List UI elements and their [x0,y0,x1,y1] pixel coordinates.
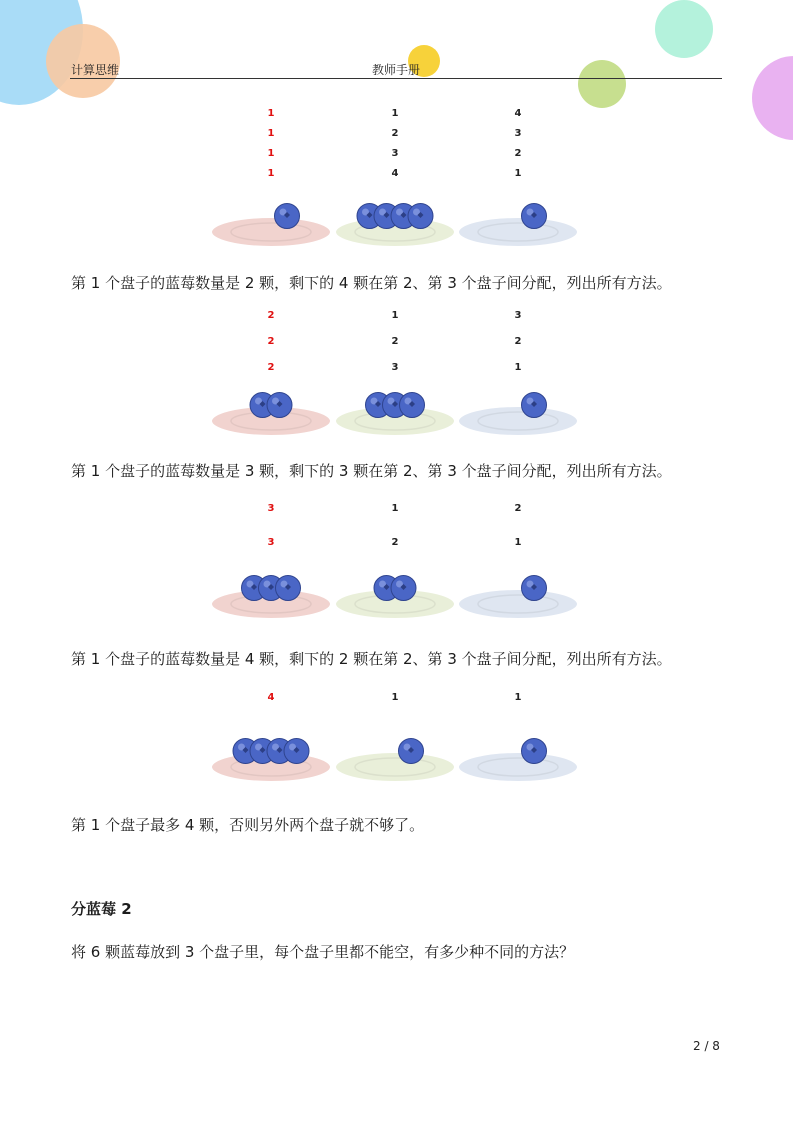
section-question: 将 6 颗蓝莓放到 3 个盘子里，每个盘子里都不能空，有多少种不同的方法？ [71,943,575,961]
plate-3-count: 4 [514,108,522,119]
blueberry-icon [399,739,424,764]
header-course-title: 计算思维 [71,63,120,77]
group-caption: 第 1 个盘子的蓝莓数量是 3 颗，剩下的 3 颗在第 2、第 3 个盘子间分配，列出所有方法。 [71,462,672,480]
plate-icon [458,406,578,436]
plate-3-count: 1 [514,168,522,179]
plate-3-count: 2 [514,148,522,159]
plate-1-count: 2 [267,336,275,347]
plate-3-count: 1 [514,537,522,548]
plate-1-count: 1 [267,108,275,119]
plate-2-count: 1 [391,310,399,321]
page-number: 2 / 8 [693,1039,720,1053]
blueberry-icon [522,576,547,601]
plate-3-count: 3 [514,128,522,139]
plate-icon [458,752,578,782]
plate-icon [458,589,578,619]
decorative-circle-green [578,60,626,108]
plate-icon [458,217,578,247]
plates-illustration [0,717,793,797]
plate-2-count: 2 [391,128,399,139]
plate-2-count: 1 [391,503,399,514]
plates-illustration [0,182,793,262]
plate-2-count: 3 [391,148,399,159]
decorative-circle-violet [752,56,793,140]
blueberry-icon [276,576,301,601]
plate-3-count: 2 [514,336,522,347]
plate-2-count: 3 [391,362,399,373]
blueberry-icon [522,204,547,229]
plate-3-count: 2 [514,503,522,514]
plate-1-count: 1 [267,128,275,139]
blueberry-icon [267,393,292,418]
plates-illustration [0,371,793,451]
plate-1-count: 3 [267,537,275,548]
plate-2-count: 1 [391,108,399,119]
blueberry-icon [391,576,416,601]
group-caption: 第 1 个盘子的蓝莓数量是 2 颗，剩下的 4 颗在第 2、第 3 个盘子间分配，列出所有方法。 [71,274,672,292]
plate-1-count: 2 [267,362,275,373]
plate-1-count: 1 [267,168,275,179]
plate-3-count: 1 [514,692,522,703]
plate-1-count: 4 [267,692,275,703]
plate-3-count: 3 [514,310,522,321]
section-heading: 分蓝莓 2 [71,900,132,918]
plate-1-count: 3 [267,503,275,514]
header-divider [70,78,722,79]
blueberry-icon [284,739,309,764]
blueberry-icon [522,739,547,764]
plate-icon [211,217,331,247]
plate-3-count: 1 [514,362,522,373]
blueberry-icon [522,393,547,418]
blueberry-icon [408,204,433,229]
group-caption: 第 1 个盘子最多 4 颗，否则另外两个盘子就不够了。 [71,816,425,834]
plate-2-count: 2 [391,336,399,347]
plate-1-count: 2 [267,310,275,321]
blueberry-icon [400,393,425,418]
decorative-circle-mint [655,0,713,58]
group-caption: 第 1 个盘子的蓝莓数量是 4 颗，剩下的 2 颗在第 2、第 3 个盘子间分配，列出所有方法。 [71,650,672,668]
plate-icon [335,752,455,782]
plate-1-count: 1 [267,148,275,159]
plate-2-count: 1 [391,692,399,703]
plate-2-count: 2 [391,537,399,548]
plates-illustration [0,554,793,634]
plate-2-count: 4 [391,168,399,179]
header-manual-title: 教师手册 [372,63,421,77]
blueberry-icon [275,204,300,229]
